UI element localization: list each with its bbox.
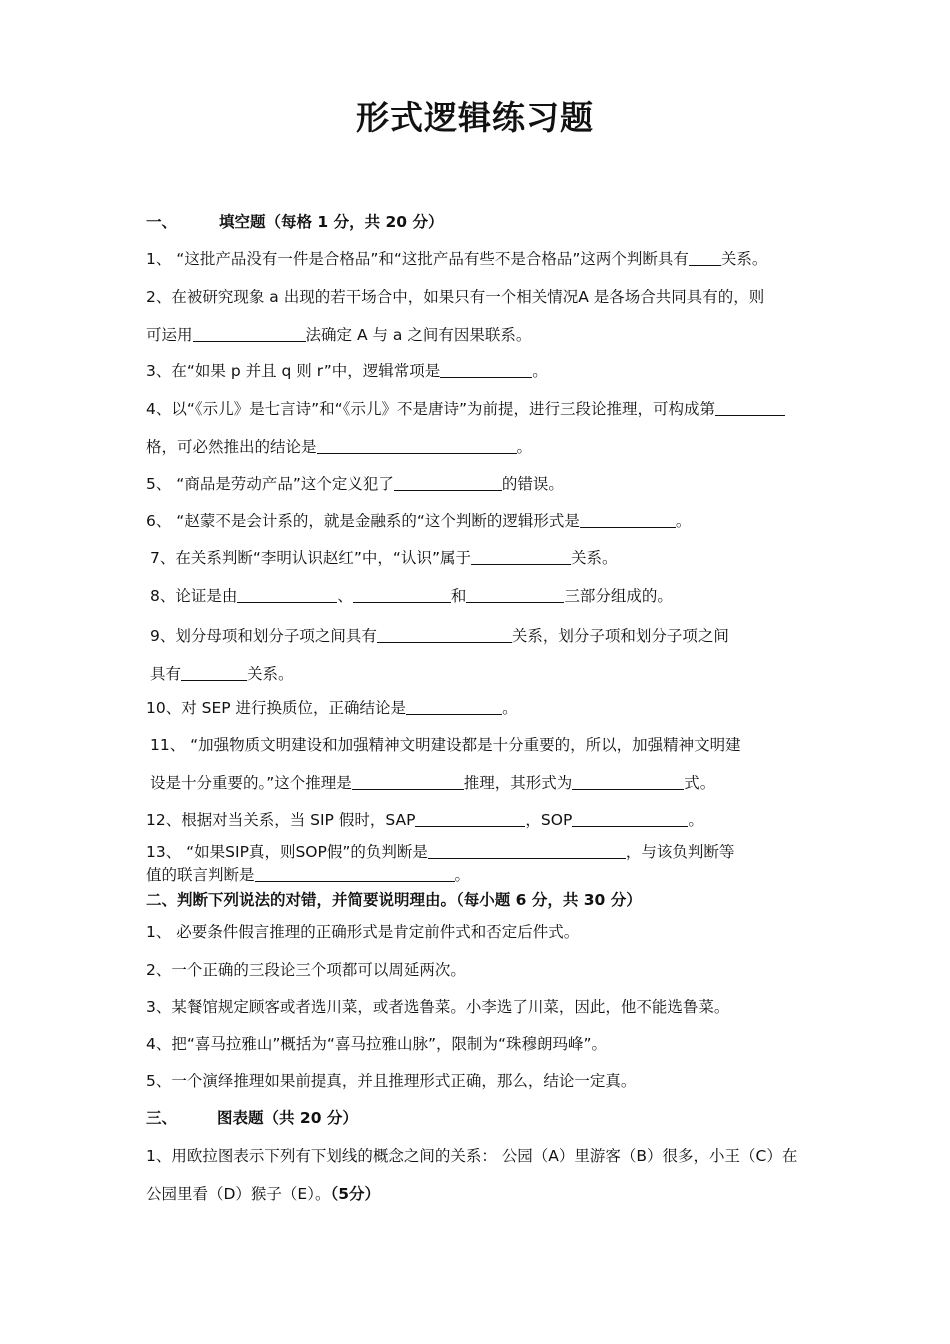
question-3-1-line2 bbox=[146, 1184, 380, 1204]
section-1-title: 填空题（每格 1 分，共 20 分） bbox=[219, 213, 444, 231]
question-text: 8、论证是由 bbox=[150, 587, 238, 605]
question-text: 值的联言判断是 bbox=[146, 866, 255, 884]
question-text: 公园里看（D）猴子（E）。 bbox=[146, 1185, 331, 1203]
section-3-title: 图表题（共 20 分） bbox=[217, 1109, 358, 1127]
question-text: 9、划分母项和划分子项之间具有 bbox=[150, 627, 377, 645]
answer-blank[interactable] bbox=[352, 774, 464, 790]
answer-blank[interactable] bbox=[181, 665, 247, 681]
question-text: 6、 “赵蒙不是会计系的，就是金融系的“这个判断的逻辑形式是 bbox=[146, 512, 580, 530]
answer-blank[interactable] bbox=[237, 587, 337, 603]
question-2-2: 2、一个正确的三段论三个项都可以周延两次。 bbox=[146, 961, 466, 979]
question-1-4-line1 bbox=[146, 399, 785, 419]
answer-blank[interactable] bbox=[406, 699, 502, 715]
answer-blank[interactable] bbox=[353, 587, 451, 603]
question-2-5: 5、一个演绎推理如果前提真，并且推理形式正确，那么，结论一定真。 bbox=[146, 1072, 637, 1090]
question-2-1: 1、 必要条件假言推理的正确形式是肯定前件式和否定后件式。 bbox=[146, 923, 580, 941]
question-text: 、 bbox=[337, 587, 353, 605]
answer-blank[interactable] bbox=[572, 811, 688, 827]
question-text: 式。 bbox=[684, 774, 716, 792]
question-text: ，SOP bbox=[525, 811, 573, 829]
question-text: 具有 bbox=[150, 665, 182, 683]
question-text: 关系，划分子项和划分子项之间 bbox=[511, 627, 729, 645]
question-text: 设是十分重要的。”这个推理是 bbox=[150, 774, 352, 792]
page-title: 形式逻辑练习题 bbox=[356, 98, 594, 137]
answer-blank[interactable] bbox=[255, 866, 455, 882]
question-text: 推理，其形式为 bbox=[463, 774, 573, 792]
question-text: 10、对 SEP 进行换质位，正确结论是 bbox=[146, 699, 407, 717]
section-2-heading: 二、判断下列说法的对错，并简要说明理由。（每小题 6 分，共 30 分） bbox=[146, 891, 642, 909]
question-text: 。 bbox=[502, 699, 518, 717]
question-text: 。 bbox=[532, 362, 548, 380]
question-1-1 bbox=[146, 249, 767, 269]
question-text: 2、在被研究现象 a 出现的若干场合中，如果只有一个相关情况A 是各场合共同具有的，则 bbox=[146, 288, 765, 306]
answer-blank[interactable] bbox=[580, 512, 676, 528]
question-1-4-line2 bbox=[146, 437, 532, 457]
question-text: 4、以“《示儿》是七言诗”和“《示儿》不是唐诗”为前提，进行三段论推理，可构成第 bbox=[146, 400, 715, 418]
section-1-number: 一、 bbox=[146, 213, 178, 231]
question-1-13-line2 bbox=[146, 865, 470, 885]
section-1-heading bbox=[146, 212, 443, 232]
answer-blank[interactable] bbox=[440, 362, 532, 378]
section-3-number: 三、 bbox=[146, 1109, 178, 1127]
question-text: 3、在“如果 p 并且 q 则 r”中，逻辑常项是 bbox=[146, 362, 441, 380]
question-1-8 bbox=[150, 586, 673, 606]
question-text: 1、 “这批产品没有一件是合格品”和“这批产品有些不是合格品”这两个判断具有 bbox=[146, 250, 689, 268]
question-text: 关系。 bbox=[720, 250, 768, 268]
question-text: 。 bbox=[675, 512, 692, 530]
question-1-2-line2 bbox=[146, 325, 531, 345]
question-text: 7、在关系判断“李明认识赵红”中，“认识”属于 bbox=[150, 549, 471, 567]
question-2-3: 3、某餐馆规定顾客或者选川菜，或者选鲁菜。小李选了川菜，因此，他不能选鲁菜。 bbox=[146, 998, 730, 1016]
question-1-5 bbox=[146, 474, 564, 494]
question-text: 和 bbox=[450, 587, 467, 605]
question-1-9-line1 bbox=[150, 626, 729, 646]
answer-blank[interactable] bbox=[377, 627, 512, 643]
question-text: 关系。 bbox=[570, 549, 618, 567]
question-text: 关系。 bbox=[247, 665, 294, 683]
question-text: 5、 “商品是劳动产品”这个定义犯了 bbox=[146, 475, 394, 493]
answer-blank[interactable] bbox=[471, 549, 571, 565]
question-text: 。 bbox=[454, 866, 471, 884]
question-text: 12、根据对当关系，当 SIP 假时，SAP bbox=[146, 811, 416, 829]
question-3-1-line1: 1、用欧拉图表示下列有下划线的概念之间的关系： 公园（A）里游客（B）很多，小王（C）在 bbox=[146, 1147, 798, 1165]
question-text: 13、 “如果SIP真，则SOP假”的负判断是 bbox=[146, 843, 428, 861]
answer-blank[interactable] bbox=[689, 250, 721, 266]
question-1-6 bbox=[146, 511, 691, 531]
question-text: 可运用 bbox=[146, 326, 193, 344]
answer-blank[interactable] bbox=[394, 475, 502, 491]
answer-blank[interactable] bbox=[715, 400, 785, 416]
answer-blank[interactable] bbox=[193, 326, 306, 342]
question-text: 。 bbox=[688, 811, 704, 829]
section-3-heading bbox=[146, 1108, 358, 1128]
question-text: ，与该负判断等 bbox=[625, 843, 735, 861]
question-1-3 bbox=[146, 361, 548, 381]
question-text: 的错误。 bbox=[501, 475, 564, 493]
answer-blank[interactable] bbox=[415, 811, 525, 827]
question-1-2-line1 bbox=[146, 287, 764, 307]
question-text: 格，可必然推出的结论是 bbox=[146, 438, 317, 456]
question-text: 11、 “加强物质文明建设和加强精神文明建设都是十分重要的，所以，加强精神文明建 bbox=[150, 736, 741, 754]
answer-blank[interactable] bbox=[572, 774, 684, 790]
question-1-13-line1 bbox=[146, 842, 734, 862]
answer-blank[interactable] bbox=[317, 438, 517, 454]
question-1-7 bbox=[150, 548, 618, 568]
question-1-11-line1 bbox=[150, 735, 741, 755]
question-score: （5分） bbox=[330, 1185, 381, 1203]
question-text: 。 bbox=[516, 438, 533, 456]
question-text: 法确定 A 与 a 之间有因果联系。 bbox=[305, 326, 532, 344]
question-1-10 bbox=[146, 698, 518, 718]
question-1-11-line2 bbox=[150, 773, 715, 793]
answer-blank[interactable] bbox=[466, 587, 564, 603]
question-1-12 bbox=[146, 810, 704, 830]
question-1-9-line2 bbox=[150, 664, 294, 684]
answer-blank[interactable] bbox=[428, 843, 626, 859]
question-2-4: 4、把“喜马拉雅山”概括为“喜马拉雅山脉”，限制为“珠穆朗玛峰”。 bbox=[146, 1035, 608, 1053]
question-text: 三部分组成的。 bbox=[564, 587, 673, 605]
